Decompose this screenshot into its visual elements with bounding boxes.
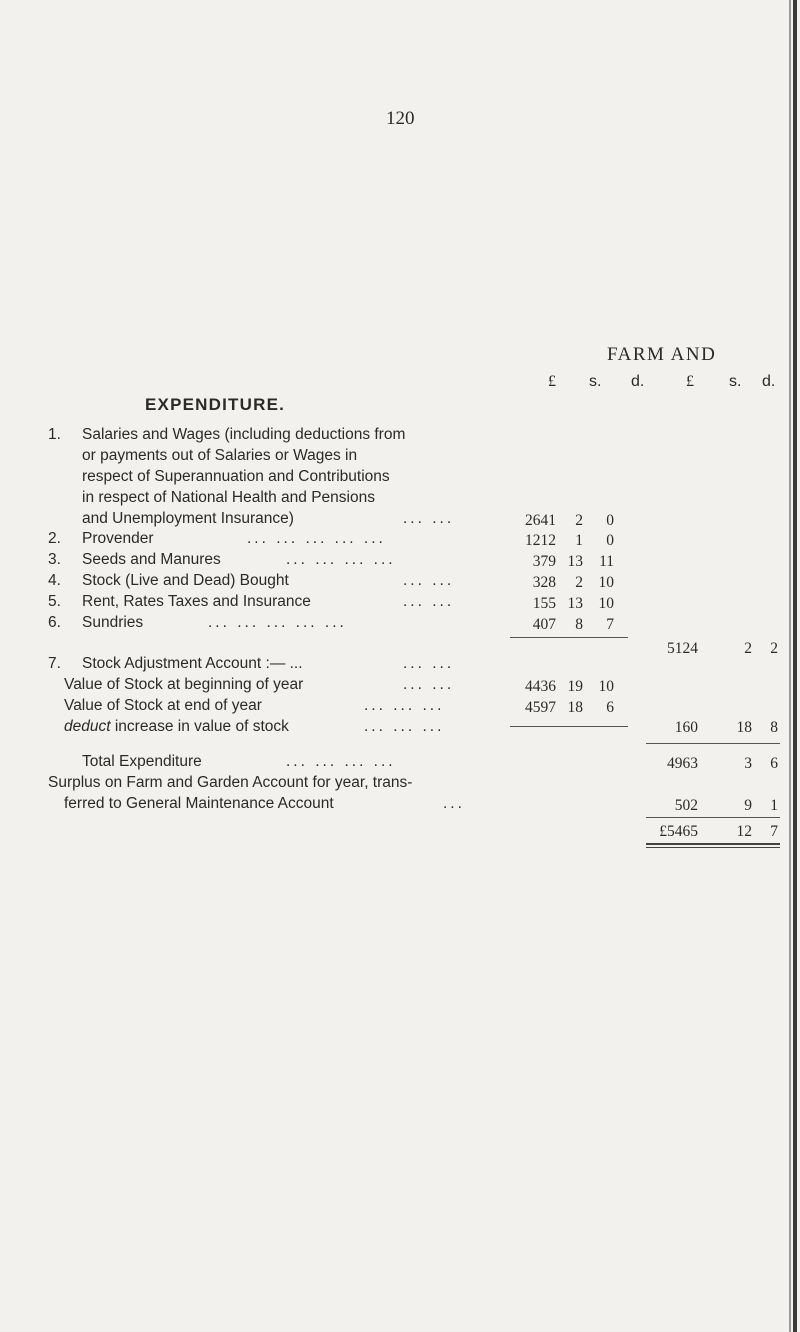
surplus-shillings: 9 bbox=[744, 797, 752, 814]
item-1-pounds: 2641 bbox=[525, 512, 556, 529]
item-pounds: 379 bbox=[532, 553, 556, 570]
item-shillings: 13 bbox=[567, 595, 583, 612]
item-number: 2. bbox=[48, 530, 61, 547]
item-leader-dots: ... ... ... ... bbox=[286, 551, 396, 568]
stock-end-pence: 6 bbox=[606, 699, 614, 716]
stock-deduct-dots: ... ... ... bbox=[364, 718, 445, 735]
stock-heading-dots: ... ... bbox=[403, 655, 455, 672]
item-pence: 7 bbox=[606, 616, 614, 633]
item-leader-dots: ... ... bbox=[403, 572, 455, 589]
grand-total-pounds: £5465 bbox=[659, 823, 698, 840]
item-pence: 11 bbox=[599, 553, 614, 570]
unit-pound-col1: £ bbox=[548, 373, 556, 390]
grand-total-shillings: 12 bbox=[736, 823, 752, 840]
item-1-line-5: and Unemployment Insurance) bbox=[82, 510, 294, 527]
item-shillings: 2 bbox=[575, 574, 583, 591]
item-1-line-2: or payments out of Salaries or Wages in bbox=[82, 447, 358, 464]
item-label: Stock (Live and Dead) Bought bbox=[82, 572, 289, 589]
item-label: Provender bbox=[82, 530, 154, 547]
item-pence: 10 bbox=[598, 574, 614, 591]
deduct-word: deduct bbox=[64, 718, 111, 735]
item-leader-dots: ... ... bbox=[403, 593, 455, 610]
item-1-pence: 0 bbox=[606, 512, 614, 529]
stock-deduct-pounds: 160 bbox=[674, 719, 698, 736]
total-rule bbox=[646, 743, 780, 744]
stock-begin-pence: 10 bbox=[598, 678, 614, 695]
grand-total-rule-double-1 bbox=[646, 843, 780, 845]
total-shillings: 3 bbox=[744, 755, 752, 772]
item-pence: 10 bbox=[598, 595, 614, 612]
item-1-line-3: respect of Superannuation and Contributions bbox=[82, 468, 390, 485]
stock-deduct-label bbox=[64, 718, 289, 736]
item-leader-dots: ... ... ... ... ... bbox=[247, 530, 386, 547]
stock-deduct-shillings: 18 bbox=[736, 719, 752, 736]
item-shillings: 8 bbox=[575, 616, 583, 633]
item-1-line-4: in respect of National Health and Pensions bbox=[82, 489, 375, 506]
surplus-line-2: ferred to General Maintenance Account bbox=[64, 795, 334, 812]
stock-begin-pounds: 4436 bbox=[525, 678, 556, 695]
item-number: 3. bbox=[48, 551, 61, 568]
stock-begin-shillings: 19 bbox=[567, 678, 583, 695]
item-1-number: 1. bbox=[48, 426, 61, 443]
item-pounds: 407 bbox=[532, 616, 556, 633]
grand-total-pence: 7 bbox=[770, 823, 778, 840]
subtotal-shillings: 2 bbox=[744, 640, 752, 657]
stock-deduct-pence: 8 bbox=[770, 719, 778, 736]
unit-shilling-col2: s. bbox=[729, 373, 742, 390]
unit-shilling-col1: s. bbox=[589, 373, 602, 390]
stock-end-dots: ... ... ... bbox=[364, 697, 445, 714]
item-number: 5. bbox=[48, 593, 61, 610]
item-7-number: 7. bbox=[48, 655, 61, 672]
stock-begin-dots: ... ... bbox=[403, 676, 455, 693]
item-label: Seeds and Manures bbox=[82, 551, 221, 568]
grand-total-rule-double-2 bbox=[646, 847, 780, 848]
total-pounds: 4963 bbox=[667, 755, 698, 772]
stock-end-label: Value of Stock at end of year bbox=[64, 697, 262, 714]
item-pounds: 1212 bbox=[525, 532, 556, 549]
item-pence: 0 bbox=[606, 532, 614, 549]
subtotal-pounds: 5124 bbox=[667, 640, 698, 657]
item-1-leader-dots: ... ... bbox=[403, 510, 455, 527]
surplus-leader-dots: ... bbox=[443, 795, 465, 812]
stock-begin-label: Value of Stock at beginning of year bbox=[64, 676, 304, 693]
page-edge bbox=[793, 0, 797, 1332]
item-number: 4. bbox=[48, 572, 61, 589]
item-shillings: 13 bbox=[567, 553, 583, 570]
page-number: 120 bbox=[386, 108, 415, 129]
item-number: 6. bbox=[48, 614, 61, 631]
surplus-line-1: Surplus on Farm and Garden Account for year, trans- bbox=[48, 774, 413, 791]
subtotal-pence: 2 bbox=[770, 640, 778, 657]
section-heading-farm: FARM AND bbox=[607, 344, 717, 365]
stock-adjustment-heading: Stock Adjustment Account :— ... bbox=[82, 655, 303, 672]
item-pounds: 328 bbox=[532, 574, 556, 591]
page-edge-shadow bbox=[789, 0, 791, 1332]
stock-end-pounds: 4597 bbox=[525, 699, 556, 716]
unit-pence-col2: d. bbox=[762, 373, 776, 390]
stock-rule bbox=[510, 726, 628, 727]
unit-pound-col2: £ bbox=[686, 373, 694, 390]
expenditure-heading: EXPENDITURE. bbox=[145, 395, 286, 414]
stock-end-shillings: 18 bbox=[567, 699, 583, 716]
surplus-pence: 1 bbox=[770, 797, 778, 814]
unit-pence-col1: d. bbox=[631, 373, 645, 390]
total-expenditure-label: Total Expenditure bbox=[82, 753, 202, 770]
deduct-rest: increase in value of stock bbox=[110, 718, 289, 735]
surplus-pounds: 502 bbox=[674, 797, 698, 814]
item-1-line-1: Salaries and Wages (including deductions from bbox=[82, 426, 406, 443]
item-shillings: 1 bbox=[575, 532, 583, 549]
subtotal-rule bbox=[510, 637, 628, 638]
total-pence: 6 bbox=[770, 755, 778, 772]
item-1-shillings: 2 bbox=[575, 512, 583, 529]
total-leader-dots: ... ... ... ... bbox=[286, 753, 396, 770]
grand-total-rule-top bbox=[646, 817, 780, 818]
item-pounds: 155 bbox=[532, 595, 556, 612]
item-leader-dots: ... ... ... ... ... bbox=[208, 614, 347, 631]
item-label: Rent, Rates Taxes and Insurance bbox=[82, 593, 311, 610]
item-label: Sundries bbox=[82, 614, 144, 631]
